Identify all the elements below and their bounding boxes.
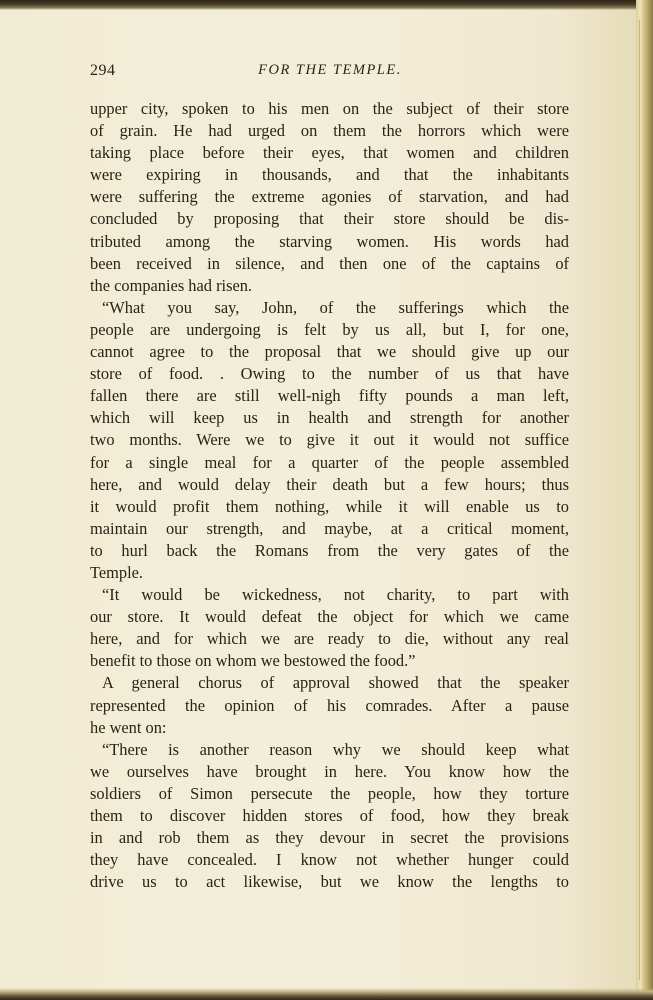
text-line: here, and would delay their death but a few hours; thus [90, 474, 569, 494]
text-line: cannot agree to the proposal that we should give up our [90, 342, 569, 362]
text-line: our store. It would defeat the object for which we came [90, 607, 569, 627]
text-line: in and rob them as they devour in secret the provisions [90, 828, 569, 848]
text-line: Temple. [90, 562, 144, 582]
text-line: benefit to those on whom we bestowed the food.” [90, 651, 416, 671]
book-top-edge [0, 0, 653, 10]
text-line: represented the opinion of his comrades. After a pause [90, 695, 569, 715]
text-line: two months. Were we to give it out it would not suffice [90, 430, 569, 450]
page-number: 294 [90, 62, 116, 79]
text-line: “What you say, John, of the sufferings which the [102, 297, 569, 317]
text-line: soldiers of Simon persecute the people, how they torture [90, 783, 569, 803]
text-line: taking place before their eyes, that women and children [90, 143, 569, 163]
page-stack-edge [636, 0, 653, 1000]
book-bottom-edge [0, 988, 653, 1000]
text-line: we ourselves have brought in here. You know how the [90, 761, 569, 781]
text-line: them to discover hidden stores of food, how they break [90, 806, 569, 825]
text-line: which will keep us in health and strength for another [90, 408, 569, 428]
text-line: maintain our strength, and maybe, at a critical moment, [90, 518, 569, 538]
text-line: of grain. He had urged on them the horrors which were [90, 121, 569, 141]
body-text [90, 98, 569, 893]
text-line: A general chorus of approval showed that the speaker [102, 673, 569, 693]
text-line: to hurl back the Romans from the very gates of the [90, 540, 569, 560]
text-line: the companies had risen. [90, 275, 253, 295]
text-line: they have concealed. I know not whether hunger could [90, 850, 569, 870]
text-line: fallen there are still well-nigh fifty pounds a man left, [90, 386, 569, 406]
text-line: store of food. . Owing to the number of us that have [90, 364, 569, 384]
text-line: were expiring in thousands, and that the inhabitants [90, 165, 569, 185]
text-line: people are undergoing is felt by us all, but I, for one, [90, 319, 569, 339]
text-line: it would profit them nothing, while it will enable us to [90, 496, 569, 516]
text-line: for a single meal for a quarter of the people assembled [90, 452, 569, 472]
text-line: drive us to act likewise, but we know the lengths to [90, 872, 569, 892]
text-line: he went on: [90, 717, 167, 737]
text-line: “It would be wickedness, not charity, to part with [102, 585, 569, 605]
text-line: “There is another reason why we should keep what [102, 739, 569, 759]
page-header [90, 62, 570, 86]
text-line: upper city, spoken to his men on the subject of their store [90, 99, 569, 118]
text-line: concluded by proposing that their store should be dis- [90, 209, 569, 229]
text-line: here, and for which we are ready to die, without any real [90, 629, 569, 649]
running-title: FOR THE TEMPLE. [258, 62, 402, 78]
text-line: been received in silence, and then one of the captains of [90, 253, 569, 273]
text-line: tributed among the starving women. His words had [90, 231, 569, 251]
text-line: were suffering the extreme agonies of starvation, and had [90, 187, 569, 207]
